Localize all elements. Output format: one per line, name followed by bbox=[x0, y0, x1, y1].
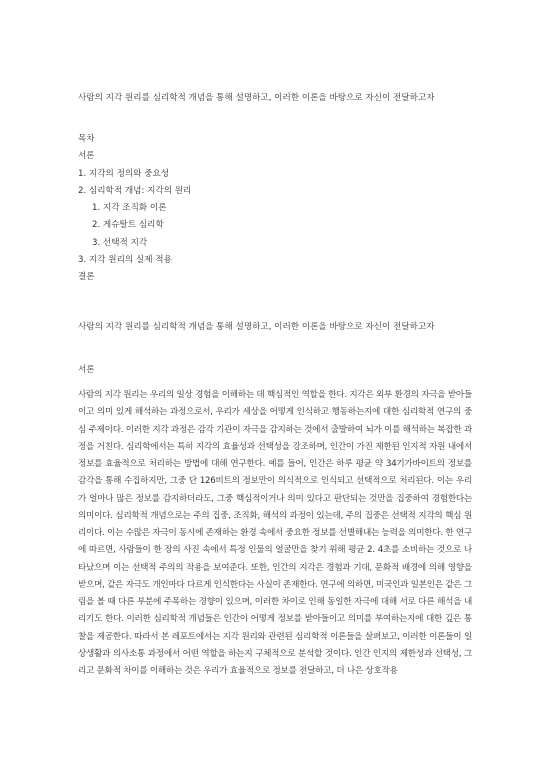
body-paragraph: 사람의 지각 원리는 우리의 일상 경험을 이해하는 데 핵심적인 역할을 한다. 지각은 외부 환경의 자극을 받아들이고 의미 있게 해석하는 과정으로서, 우리가 세상을 어떻게 인식하고 행동하는지에 대한 심리학적 연구의 중심 주제이다. 이러한 지각 과정은 감각 기관이 자극을 감지하는 것에서 출발하여 뇌가 이를 해석하는 복잡한 과정을 거친다. 심리학에서는 특히 지각의 효율성과 선택성을 강조하며, 인간이 가진 제한된 인지적 자원 내에서 정보를 효율적으로 처리하는 방법에 대해 연구한다. 예를 들어, 인간은 하루 평균 약 34기가바이트의 정보를 감각을 통해 수집하지만, 그중 단 126비트의 정보만이 의식적으로 인식되고 선택적으로 처리된다. 이는 우리가 얼마나 많은 정보를 감지하더라도, 그중 핵심적이거나 의미 있다고 판단되는 것만을 집중하여 경험한다는 의미이다. 심리학적 개념으로는 주의 집중, 조직화, 해석의 과정이 있는데, 주의 집중은 선택적 지각의 핵심 원리이다. 이는 수많은 자극이 동시에 존재하는 환경 속에서 중요한 정보를 선별해내는 능력을 의미한다. 한 연구에 따르면, 사람들이 한 장의 사진 속에서 특정 인물의 얼굴만을 찾기 위해 평균 2. 4초를 소비하는 것으로 나타났으며 이는 선택적 주의의 작용을 보여준다. 또한, 인간의 지각은 경험과 기대, 문화적 배경에 의해 영향을 받으며, 같은 자극도 개인마다 다르게 인식한다는 사실이 존재한다. 연구에 의하면, 미국인과 일본인은 같은 그림을 볼 때 다른 부분에 주목하는 경향이 있으며, 이러한 차이로 인해 동일한 자극에 대해 서로 다른 해석을 내리기도 한다. 이러한 심리학적 개념들은 인간이 어떻게 정보를 받아들이고 의미를 부여하는지에 대한 깊은 통찰을 제공한다. 따라서 본 레포트에서는 지각 원리와 관련된 심리학적 이론들을 살펴보고, 이러한 이론들이 일상생활과 의사소통 과정에서 어떤 역할을 하는지 구체적으로 분석할 것이다. 인간 인지의 제한성과 선택성, 그리고 문화적 차이를 이해하는 것은 우리가 효율적으로 정보를 전달하고, 더 나은 상호작용 bbox=[78, 390, 472, 676]
section-document-title: 사람의 지각 원리를 심리학적 개념을 통해 설명하고, 이러한 이론을 바탕으로 자신이 전달하고자 bbox=[78, 322, 435, 332]
toc-item: 3. 지각 원리의 실제 적용 bbox=[78, 255, 172, 266]
toc-subitem: 1. 지각 조직화 이론 bbox=[92, 203, 167, 214]
toc-item: 1. 지각의 정의와 중요성 bbox=[78, 168, 170, 179]
toc-subitem: 3. 선택적 지각 bbox=[92, 237, 148, 248]
document-title: 사람의 지각 원리를 심리학적 개념을 통해 설명하고, 이러한 이론을 바탕으로 자신이 전달하고자 bbox=[78, 93, 435, 103]
toc-item: 결론 bbox=[78, 272, 95, 283]
toc-subitem: 2. 게슈탈트 심리학 bbox=[92, 220, 164, 231]
toc-item: 2. 심리학적 개념: 지각의 원리 bbox=[78, 185, 192, 196]
toc-item: 서론 bbox=[78, 151, 95, 162]
toc-heading: 목차 bbox=[78, 134, 95, 144]
section-heading: 서론 bbox=[78, 365, 95, 375]
table-of-contents bbox=[78, 131, 191, 287]
